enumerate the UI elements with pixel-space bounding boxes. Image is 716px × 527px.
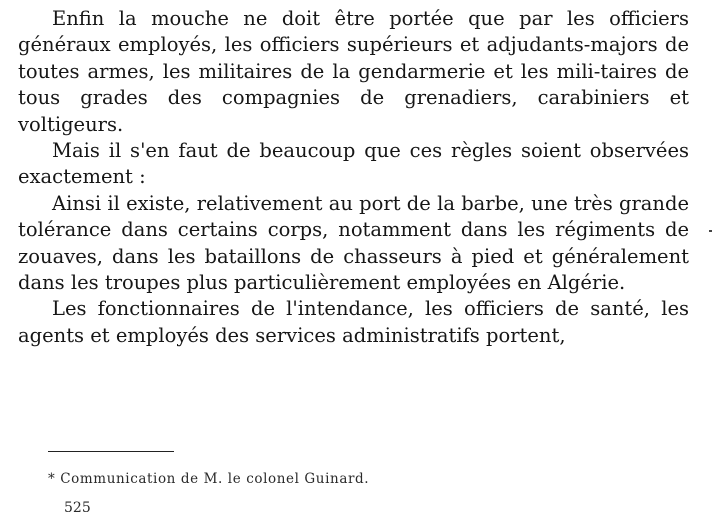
text-line: de toutes armes, les militaires de la gendarmerie et les mili- — [18, 33, 690, 83]
footnote: * Communication de M. le colonel Guinard. — [48, 471, 370, 487]
text-line: grande tolérance dans certains corps, notamment dans les — [18, 191, 689, 242]
paragraph — [18, 191, 689, 297]
footnote-rule — [48, 451, 174, 452]
body-text — [18, 6, 689, 349]
paragraph — [18, 296, 689, 349]
paragraph — [18, 138, 689, 191]
text-line: pied et généralement dans les troupes plus particulièrement — [18, 244, 689, 295]
text-line: généraux employés, les officiers supérieurs et adjudants-majors — [18, 33, 658, 57]
paragraph — [18, 6, 689, 138]
text-line: les agents et employés des services administratifs portent, — [18, 297, 689, 347]
page-number: 525 — [64, 500, 91, 516]
text-line: Mais il s'en faut de beaucoup que ces règles soient observées — [52, 139, 689, 163]
print-speck — [709, 230, 712, 232]
text-line: employées en Algérie. — [406, 271, 626, 295]
text-line: régiments de zouaves, dans les bataillons de chasseurs à — [18, 218, 689, 268]
text-line: taires de tous grades des compagnies de grenadiers, carabiniers — [18, 59, 689, 110]
text-line: exactement : — [18, 165, 146, 189]
text-line: Les fonctionnaires de l'intendance, les officiers de santé, — [52, 297, 651, 321]
text-line: Ainsi il existe, relativement au port de la barbe, une très — [52, 191, 613, 215]
text-line: Enfin la mouche ne doit être portée que par les officiers — [52, 7, 689, 30]
text-line: et voltigeurs. — [18, 86, 690, 136]
